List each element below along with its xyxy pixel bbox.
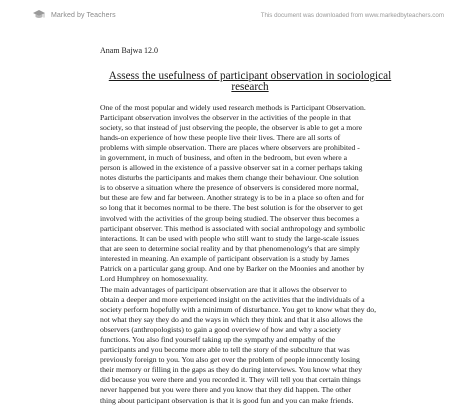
title-line: research	[231, 81, 269, 93]
text-line: participants and you become more able to tell the story of the subculture that was	[100, 345, 350, 355]
text-line: not what they say they do and the ways in which they think and that it also allows the	[100, 315, 363, 325]
text-line: society perform hopefully with a minimum of disturbance. You get to know what they do,	[100, 305, 377, 315]
text-line: problems with simple observation. There are places where observers are prohibited -	[100, 143, 360, 153]
text-line: did because you were there and you recorded it. They will tell you that certain things	[100, 375, 361, 385]
text-line: in government, in much of business, and often in the bedroom, but even where a	[100, 153, 348, 163]
text-line: Participant observation involves the observer in the activities of the people in that	[100, 113, 352, 123]
text-line: Lord Humphrey on homosexuality.	[100, 273, 208, 283]
download-watermark: This document was downloaded from www.markedbyteachers.com	[260, 12, 444, 19]
text-line: participant observer. This method is associated with social anthropology and symbolic	[100, 223, 366, 233]
text-line: interested in meaning. An example of participant observation is a study by James	[100, 253, 350, 263]
author-line: Anam Bajwa 12.0	[100, 46, 158, 55]
text-line: interactions. It can be used with people who still want to study the large-scale issues	[100, 233, 359, 243]
text-line: never happened but you were there and you know that they did happen. The other	[100, 385, 352, 395]
text-line: society, so that instead of just observing the people, the observer is able to get a more	[100, 123, 363, 133]
text-line: notes disturbs the participants and makes them change their behaviour. One solution	[100, 173, 359, 183]
text-line: The main advantages of participant observation are that it allows the observer to	[100, 285, 347, 294]
paragraph-2	[100, 285, 398, 406]
text-line: One of the most popular and widely used research methods is Participant Observation.	[100, 103, 366, 112]
text-line: obtain a deeper and more experienced insight on the activities that the individuals of a	[100, 295, 365, 305]
text-line: involved with the activities of the group being studied. The observer thus becomes a	[100, 213, 360, 223]
text-line: is to observe a situation where the presence of observers is considered more normal,	[100, 183, 359, 193]
title-line: Assess the usefulness of participant observation in sociological	[108, 70, 392, 82]
essay-title	[100, 71, 400, 93]
text-line: observers (anthropologists) to gain a good overview of how and why a society	[100, 325, 341, 335]
mortarboard-icon	[32, 8, 46, 22]
text-line: hands-on experience of how these people live their lives. There are all sorts of	[100, 133, 341, 143]
text-line: functions. You also find yourself taking up the sympathy and empathy of the	[100, 335, 336, 345]
text-line: person is allowed in the existence of a passive observer sat in a corner perhaps taking	[100, 163, 363, 173]
text-line: that are seen to determine social reality and by that phenomenology's that are simply	[100, 243, 360, 253]
text-line: so long that it becomes normal to be there. The best solution is for the observer to get	[100, 203, 363, 213]
logo	[32, 8, 116, 22]
text-line: Patrick on a particular gang group. And one by Barker on the Moonies and another by	[100, 263, 365, 273]
logo-text: Marked by Teachers	[51, 11, 116, 19]
text-line: their memory or filling in the gaps as they do during interviews. You know what they	[100, 365, 362, 375]
text-line: but these are few and far between. Another strategy is to be in a place so often and for	[100, 193, 365, 203]
text-line: thing about participant observation is that it is good fun and you can make friends.	[100, 395, 354, 405]
text-line: previously foreign to you. You also get over the problem of people innocently losing	[100, 355, 360, 365]
page-header	[0, 0, 474, 30]
paragraph-1	[100, 103, 398, 284]
